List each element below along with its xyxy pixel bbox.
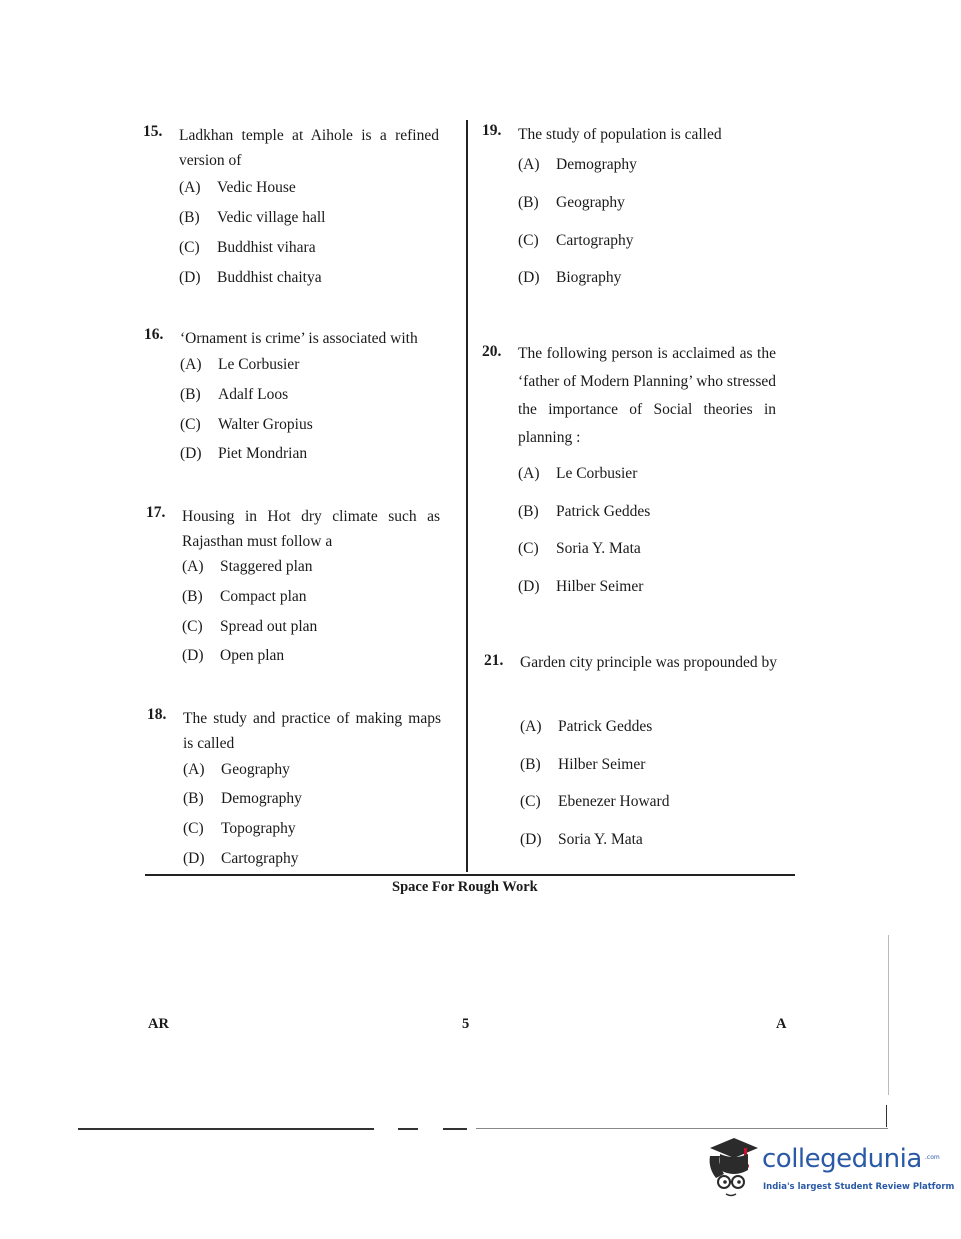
option-label: (C) [520, 793, 541, 810]
question-number: 17. [146, 504, 166, 521]
question-stem: The study of population is called [518, 126, 722, 143]
option-text: Le Corbusier [218, 356, 300, 373]
option-label: (A) [518, 465, 540, 482]
option-a [180, 356, 299, 374]
option-b [180, 386, 288, 404]
option-label: (C) [183, 820, 204, 837]
option-text: Hilber Seimer [556, 578, 644, 595]
option-label: (B) [182, 588, 203, 605]
option-text: Compact plan [220, 588, 307, 605]
option-text: Soria Y. Mata [558, 831, 643, 848]
brand-name: collegedunia [762, 1144, 922, 1174]
option-c [180, 416, 313, 434]
mascot-logo-icon [704, 1134, 760, 1200]
question-stem: Garden city principle was propounded by [520, 654, 777, 671]
option-text: Demography [556, 156, 637, 173]
question-number: 18. [147, 706, 167, 723]
footer-series: A [776, 1016, 787, 1032]
option-d [518, 269, 621, 287]
option-text: Hilber Seimer [558, 756, 646, 773]
option-b [520, 756, 645, 774]
question-stem: ‘Ornament is crime’ is associated with [180, 330, 418, 347]
option-text: Biography [556, 269, 622, 286]
option-text: Spread out plan [220, 618, 318, 635]
option-text: Demography [221, 790, 302, 807]
question-number: 20. [482, 343, 502, 360]
option-d [520, 831, 643, 849]
option-text: Vedic House [217, 179, 296, 196]
option-d [518, 578, 643, 596]
option-c [182, 618, 317, 636]
question-stem: Ladkhan temple at Aihole is a refined version of [179, 127, 439, 169]
option-label: (A) [180, 356, 202, 373]
brand-suffix: .com [925, 1154, 940, 1161]
option-label: (D) [179, 269, 201, 286]
option-label: (C) [518, 232, 539, 249]
option-label: (D) [180, 445, 202, 462]
option-label: (B) [183, 790, 204, 807]
scan-artifact [886, 1105, 887, 1127]
page-number: 5 [462, 1016, 470, 1032]
option-d [182, 647, 284, 665]
question-number: 19. [482, 122, 502, 139]
option-d [180, 445, 307, 463]
option-text: Cartography [221, 850, 299, 867]
option-text: Patrick Geddes [558, 718, 653, 735]
option-label: (C) [182, 618, 203, 635]
option-b [179, 209, 325, 227]
option-c [520, 793, 669, 811]
option-text: Soria Y. Mata [556, 540, 641, 557]
option-b [518, 194, 625, 212]
scan-artifact [888, 935, 889, 1095]
footer-subject-code: AR [148, 1016, 169, 1032]
option-label: (A) [520, 718, 542, 735]
option-text: Cartography [556, 232, 634, 249]
option-label: (C) [518, 540, 539, 557]
option-a [520, 718, 652, 736]
scan-artifact [78, 1128, 374, 1130]
option-label: (D) [182, 647, 204, 664]
option-label: (A) [518, 156, 540, 173]
rough-work-divider [145, 874, 795, 876]
question-number: 15. [143, 123, 163, 140]
option-label: (C) [180, 416, 201, 433]
option-b [518, 503, 650, 521]
option-text: Staggered plan [220, 558, 313, 575]
option-a [182, 558, 313, 576]
scan-artifact [443, 1128, 467, 1130]
option-text: Geography [556, 194, 625, 211]
brand-tagline: India's largest Student Review Platform [763, 1182, 955, 1192]
column-divider [466, 120, 468, 872]
question-number: 16. [144, 326, 164, 343]
question-number: 21. [484, 652, 504, 669]
scan-artifact [398, 1128, 418, 1130]
option-label: (D) [518, 578, 540, 595]
option-text: Geography [221, 761, 290, 778]
option-a [518, 465, 637, 483]
option-text: Adalf Loos [218, 386, 289, 403]
option-c [518, 540, 641, 558]
rough-work-label: Space For Rough Work [392, 879, 538, 895]
option-d [179, 269, 322, 287]
option-a [183, 761, 290, 779]
option-label: (A) [182, 558, 204, 575]
option-text: Buddhist vihara [217, 239, 316, 256]
option-text: Open plan [220, 647, 285, 664]
question-stem: The study and practice of making maps is called [183, 710, 441, 752]
option-label: (A) [179, 179, 201, 196]
option-label: (D) [520, 831, 542, 848]
option-label: (C) [179, 239, 200, 256]
brand-watermark [704, 1134, 955, 1204]
scan-artifact [476, 1128, 888, 1129]
option-label: (B) [518, 194, 539, 211]
option-c [518, 232, 633, 250]
option-text: Buddhist chaitya [217, 269, 322, 286]
option-text: Vedic village hall [217, 209, 326, 226]
option-c [179, 239, 316, 257]
option-text: Ebenezer Howard [558, 793, 670, 810]
option-b [182, 588, 307, 606]
question-stem: Housing in Hot dry climate such as Rajasthan must follow a [182, 508, 440, 550]
option-d [183, 850, 298, 868]
option-c [183, 820, 296, 838]
option-label: (B) [179, 209, 200, 226]
option-label: (D) [183, 850, 205, 867]
option-text: Topography [221, 820, 296, 837]
option-text: Piet Mondrian [218, 445, 308, 462]
option-b [183, 790, 302, 808]
option-label: (B) [518, 503, 539, 520]
option-text: Patrick Geddes [556, 503, 651, 520]
option-label: (D) [518, 269, 540, 286]
option-label: (A) [183, 761, 205, 778]
option-label: (B) [180, 386, 201, 403]
question-stem: The following person is acclaimed as the ‘father of Modern Planning’ who stressed the importance of Social theories in planning : [518, 345, 776, 446]
option-text: Le Corbusier [556, 465, 638, 482]
option-a [179, 179, 296, 197]
option-a [518, 156, 637, 174]
option-text: Walter Gropius [218, 416, 313, 433]
option-label: (B) [520, 756, 541, 773]
